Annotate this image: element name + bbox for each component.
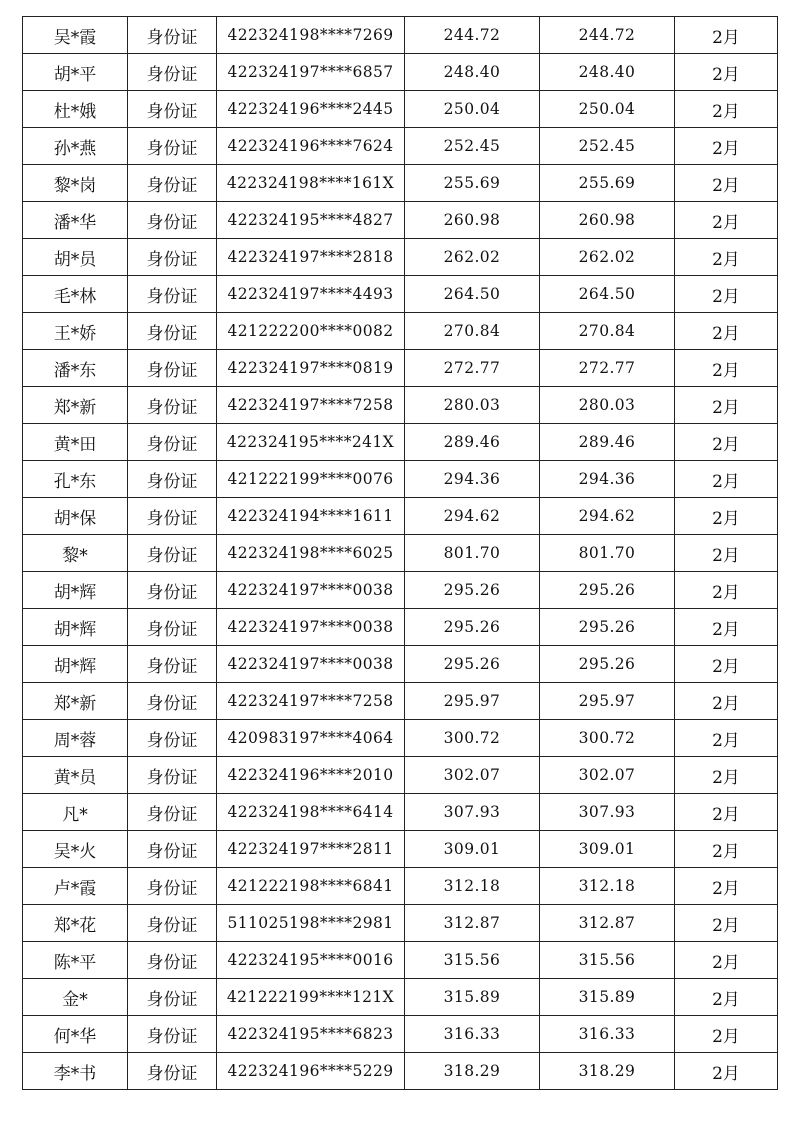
month-cell: 2月: [675, 498, 778, 535]
name-cell: 胡*保: [23, 498, 128, 535]
amount2-cell: 295.26: [540, 572, 675, 609]
amount-cell: 289.46: [405, 424, 540, 461]
amount2-cell: 309.01: [540, 831, 675, 868]
table-row: [23, 720, 778, 757]
id-type-cell: 身份证: [128, 498, 217, 535]
amount-cell: 294.36: [405, 461, 540, 498]
amount2-cell: 262.02: [540, 239, 675, 276]
id-number-cell: 422324197****7258: [217, 683, 405, 720]
id-type-cell: 身份证: [128, 128, 217, 165]
month-cell: 2月: [675, 979, 778, 1016]
id-number-cell: 422324198****6414: [217, 794, 405, 831]
month-cell: 2月: [675, 313, 778, 350]
amount-cell: 295.26: [405, 609, 540, 646]
amount-cell: 295.97: [405, 683, 540, 720]
month-cell: 2月: [675, 276, 778, 313]
month-cell: 2月: [675, 683, 778, 720]
table-body: [23, 17, 778, 1090]
table-row: [23, 646, 778, 683]
amount2-cell: 295.97: [540, 683, 675, 720]
amount-cell: 262.02: [405, 239, 540, 276]
amount2-cell: 252.45: [540, 128, 675, 165]
id-type-cell: 身份证: [128, 202, 217, 239]
amount2-cell: 295.26: [540, 609, 675, 646]
id-number-cell: 422324195****0016: [217, 942, 405, 979]
id-type-cell: 身份证: [128, 424, 217, 461]
table-row: [23, 498, 778, 535]
name-cell: 黎*: [23, 535, 128, 572]
amount-cell: 316.33: [405, 1016, 540, 1053]
table-row: [23, 276, 778, 313]
id-number-cell: 422324197****2818: [217, 239, 405, 276]
month-cell: 2月: [675, 387, 778, 424]
table-row: [23, 91, 778, 128]
name-cell: 金*: [23, 979, 128, 1016]
amount2-cell: 801.70: [540, 535, 675, 572]
table-row: [23, 128, 778, 165]
id-type-cell: 身份证: [128, 831, 217, 868]
name-cell: 黎*岗: [23, 165, 128, 202]
id-number-cell: 422324195****241X: [217, 424, 405, 461]
name-cell: 陈*平: [23, 942, 128, 979]
id-number-cell: 422324195****6823: [217, 1016, 405, 1053]
table-row: [23, 17, 778, 54]
id-number-cell: 422324194****1611: [217, 498, 405, 535]
amount-cell: 250.04: [405, 91, 540, 128]
table-row: [23, 942, 778, 979]
month-cell: 2月: [675, 54, 778, 91]
name-cell: 卢*霞: [23, 868, 128, 905]
month-cell: 2月: [675, 646, 778, 683]
month-cell: 2月: [675, 757, 778, 794]
name-cell: 杜*娥: [23, 91, 128, 128]
id-number-cell: 422324196****5229: [217, 1053, 405, 1090]
table-row: [23, 350, 778, 387]
name-cell: 黄*员: [23, 757, 128, 794]
name-cell: 郑*花: [23, 905, 128, 942]
table-row: [23, 794, 778, 831]
table-row: [23, 757, 778, 794]
amount-cell: 295.26: [405, 572, 540, 609]
id-type-cell: 身份证: [128, 350, 217, 387]
amount-cell: 309.01: [405, 831, 540, 868]
table-row: [23, 979, 778, 1016]
amount2-cell: 255.69: [540, 165, 675, 202]
name-cell: 胡*辉: [23, 572, 128, 609]
name-cell: 何*华: [23, 1016, 128, 1053]
table-row: [23, 831, 778, 868]
table-row: [23, 905, 778, 942]
id-type-cell: 身份证: [128, 387, 217, 424]
id-type-cell: 身份证: [128, 683, 217, 720]
id-type-cell: 身份证: [128, 979, 217, 1016]
name-cell: 胡*员: [23, 239, 128, 276]
id-number-cell: 421222200****0082: [217, 313, 405, 350]
id-number-cell: 421222199****0076: [217, 461, 405, 498]
amount2-cell: 244.72: [540, 17, 675, 54]
id-number-cell: 422324197****0038: [217, 572, 405, 609]
amount-cell: 264.50: [405, 276, 540, 313]
amount2-cell: 307.93: [540, 794, 675, 831]
table-row: [23, 535, 778, 572]
id-type-cell: 身份证: [128, 572, 217, 609]
amount-cell: 255.69: [405, 165, 540, 202]
amount2-cell: 260.98: [540, 202, 675, 239]
amount2-cell: 318.29: [540, 1053, 675, 1090]
name-cell: 潘*华: [23, 202, 128, 239]
name-cell: 李*书: [23, 1053, 128, 1090]
table-row: [23, 202, 778, 239]
name-cell: 毛*林: [23, 276, 128, 313]
month-cell: 2月: [675, 128, 778, 165]
name-cell: 郑*新: [23, 387, 128, 424]
id-type-cell: 身份证: [128, 313, 217, 350]
month-cell: 2月: [675, 202, 778, 239]
month-cell: 2月: [675, 461, 778, 498]
id-number-cell: 422324198****7269: [217, 17, 405, 54]
id-type-cell: 身份证: [128, 165, 217, 202]
name-cell: 凡*: [23, 794, 128, 831]
amount-cell: 272.77: [405, 350, 540, 387]
amount-cell: 312.87: [405, 905, 540, 942]
id-type-cell: 身份证: [128, 1016, 217, 1053]
amount-cell: 270.84: [405, 313, 540, 350]
name-cell: 黄*田: [23, 424, 128, 461]
month-cell: 2月: [675, 794, 778, 831]
name-cell: 王*娇: [23, 313, 128, 350]
amount-cell: 294.62: [405, 498, 540, 535]
table-row: [23, 424, 778, 461]
id-number-cell: 422324195****4827: [217, 202, 405, 239]
month-cell: 2月: [675, 165, 778, 202]
table-row: [23, 1053, 778, 1090]
amount2-cell: 302.07: [540, 757, 675, 794]
name-cell: 胡*辉: [23, 646, 128, 683]
id-number-cell: 511025198****2981: [217, 905, 405, 942]
id-type-cell: 身份证: [128, 868, 217, 905]
id-number-cell: 422324197****2811: [217, 831, 405, 868]
month-cell: 2月: [675, 831, 778, 868]
amount2-cell: 248.40: [540, 54, 675, 91]
amount-cell: 318.29: [405, 1053, 540, 1090]
name-cell: 吴*火: [23, 831, 128, 868]
id-number-cell: 421222198****6841: [217, 868, 405, 905]
id-type-cell: 身份证: [128, 609, 217, 646]
amount-cell: 302.07: [405, 757, 540, 794]
month-cell: 2月: [675, 535, 778, 572]
id-number-cell: 422324197****0819: [217, 350, 405, 387]
amount2-cell: 270.84: [540, 313, 675, 350]
month-cell: 2月: [675, 942, 778, 979]
table-row: [23, 868, 778, 905]
amount2-cell: 289.46: [540, 424, 675, 461]
amount-cell: 295.26: [405, 646, 540, 683]
amount2-cell: 294.62: [540, 498, 675, 535]
id-type-cell: 身份证: [128, 757, 217, 794]
id-type-cell: 身份证: [128, 535, 217, 572]
amount2-cell: 250.04: [540, 91, 675, 128]
id-number-cell: 422324198****6025: [217, 535, 405, 572]
id-type-cell: 身份证: [128, 1053, 217, 1090]
amount2-cell: 312.87: [540, 905, 675, 942]
name-cell: 孔*东: [23, 461, 128, 498]
id-type-cell: 身份证: [128, 461, 217, 498]
amount2-cell: 272.77: [540, 350, 675, 387]
table-row: [23, 313, 778, 350]
amount2-cell: 294.36: [540, 461, 675, 498]
amount-cell: 315.56: [405, 942, 540, 979]
amount-cell: 244.72: [405, 17, 540, 54]
id-number-cell: 422324196****2445: [217, 91, 405, 128]
name-cell: 潘*东: [23, 350, 128, 387]
name-cell: 孙*燕: [23, 128, 128, 165]
id-type-cell: 身份证: [128, 646, 217, 683]
id-number-cell: 422324197****0038: [217, 609, 405, 646]
amount-cell: 252.45: [405, 128, 540, 165]
id-number-cell: 422324198****161X: [217, 165, 405, 202]
id-number-cell: 422324196****2010: [217, 757, 405, 794]
amount-cell: 315.89: [405, 979, 540, 1016]
id-type-cell: 身份证: [128, 17, 217, 54]
id-number-cell: 421222199****121X: [217, 979, 405, 1016]
month-cell: 2月: [675, 350, 778, 387]
amount-cell: 300.72: [405, 720, 540, 757]
month-cell: 2月: [675, 17, 778, 54]
amount-cell: 801.70: [405, 535, 540, 572]
amount2-cell: 315.56: [540, 942, 675, 979]
month-cell: 2月: [675, 868, 778, 905]
amount2-cell: 300.72: [540, 720, 675, 757]
amount2-cell: 316.33: [540, 1016, 675, 1053]
month-cell: 2月: [675, 572, 778, 609]
table-row: [23, 239, 778, 276]
name-cell: 郑*新: [23, 683, 128, 720]
id-type-cell: 身份证: [128, 276, 217, 313]
subsidy-table: [22, 16, 778, 1090]
id-number-cell: 422324197****4493: [217, 276, 405, 313]
amount-cell: 307.93: [405, 794, 540, 831]
amount2-cell: 295.26: [540, 646, 675, 683]
amount2-cell: 264.50: [540, 276, 675, 313]
id-type-cell: 身份证: [128, 720, 217, 757]
amount-cell: 312.18: [405, 868, 540, 905]
amount-cell: 248.40: [405, 54, 540, 91]
id-number-cell: 422324197****0038: [217, 646, 405, 683]
table-row: [23, 165, 778, 202]
month-cell: 2月: [675, 609, 778, 646]
month-cell: 2月: [675, 239, 778, 276]
id-type-cell: 身份证: [128, 942, 217, 979]
month-cell: 2月: [675, 1016, 778, 1053]
id-number-cell: 422324197****6857: [217, 54, 405, 91]
name-cell: 胡*辉: [23, 609, 128, 646]
amount2-cell: 315.89: [540, 979, 675, 1016]
month-cell: 2月: [675, 905, 778, 942]
amount-cell: 280.03: [405, 387, 540, 424]
id-type-cell: 身份证: [128, 54, 217, 91]
id-number-cell: 420983197****4064: [217, 720, 405, 757]
name-cell: 胡*平: [23, 54, 128, 91]
month-cell: 2月: [675, 91, 778, 128]
name-cell: 吴*霞: [23, 17, 128, 54]
table-row: [23, 683, 778, 720]
id-type-cell: 身份证: [128, 905, 217, 942]
amount2-cell: 312.18: [540, 868, 675, 905]
month-cell: 2月: [675, 720, 778, 757]
table-row: [23, 572, 778, 609]
amount2-cell: 280.03: [540, 387, 675, 424]
id-type-cell: 身份证: [128, 239, 217, 276]
month-cell: 2月: [675, 424, 778, 461]
table-row: [23, 387, 778, 424]
id-type-cell: 身份证: [128, 794, 217, 831]
name-cell: 周*蓉: [23, 720, 128, 757]
table-row: [23, 461, 778, 498]
table-row: [23, 54, 778, 91]
id-number-cell: 422324197****7258: [217, 387, 405, 424]
id-type-cell: 身份证: [128, 91, 217, 128]
table-row: [23, 609, 778, 646]
table-row: [23, 1016, 778, 1053]
amount-cell: 260.98: [405, 202, 540, 239]
month-cell: 2月: [675, 1053, 778, 1090]
id-number-cell: 422324196****7624: [217, 128, 405, 165]
